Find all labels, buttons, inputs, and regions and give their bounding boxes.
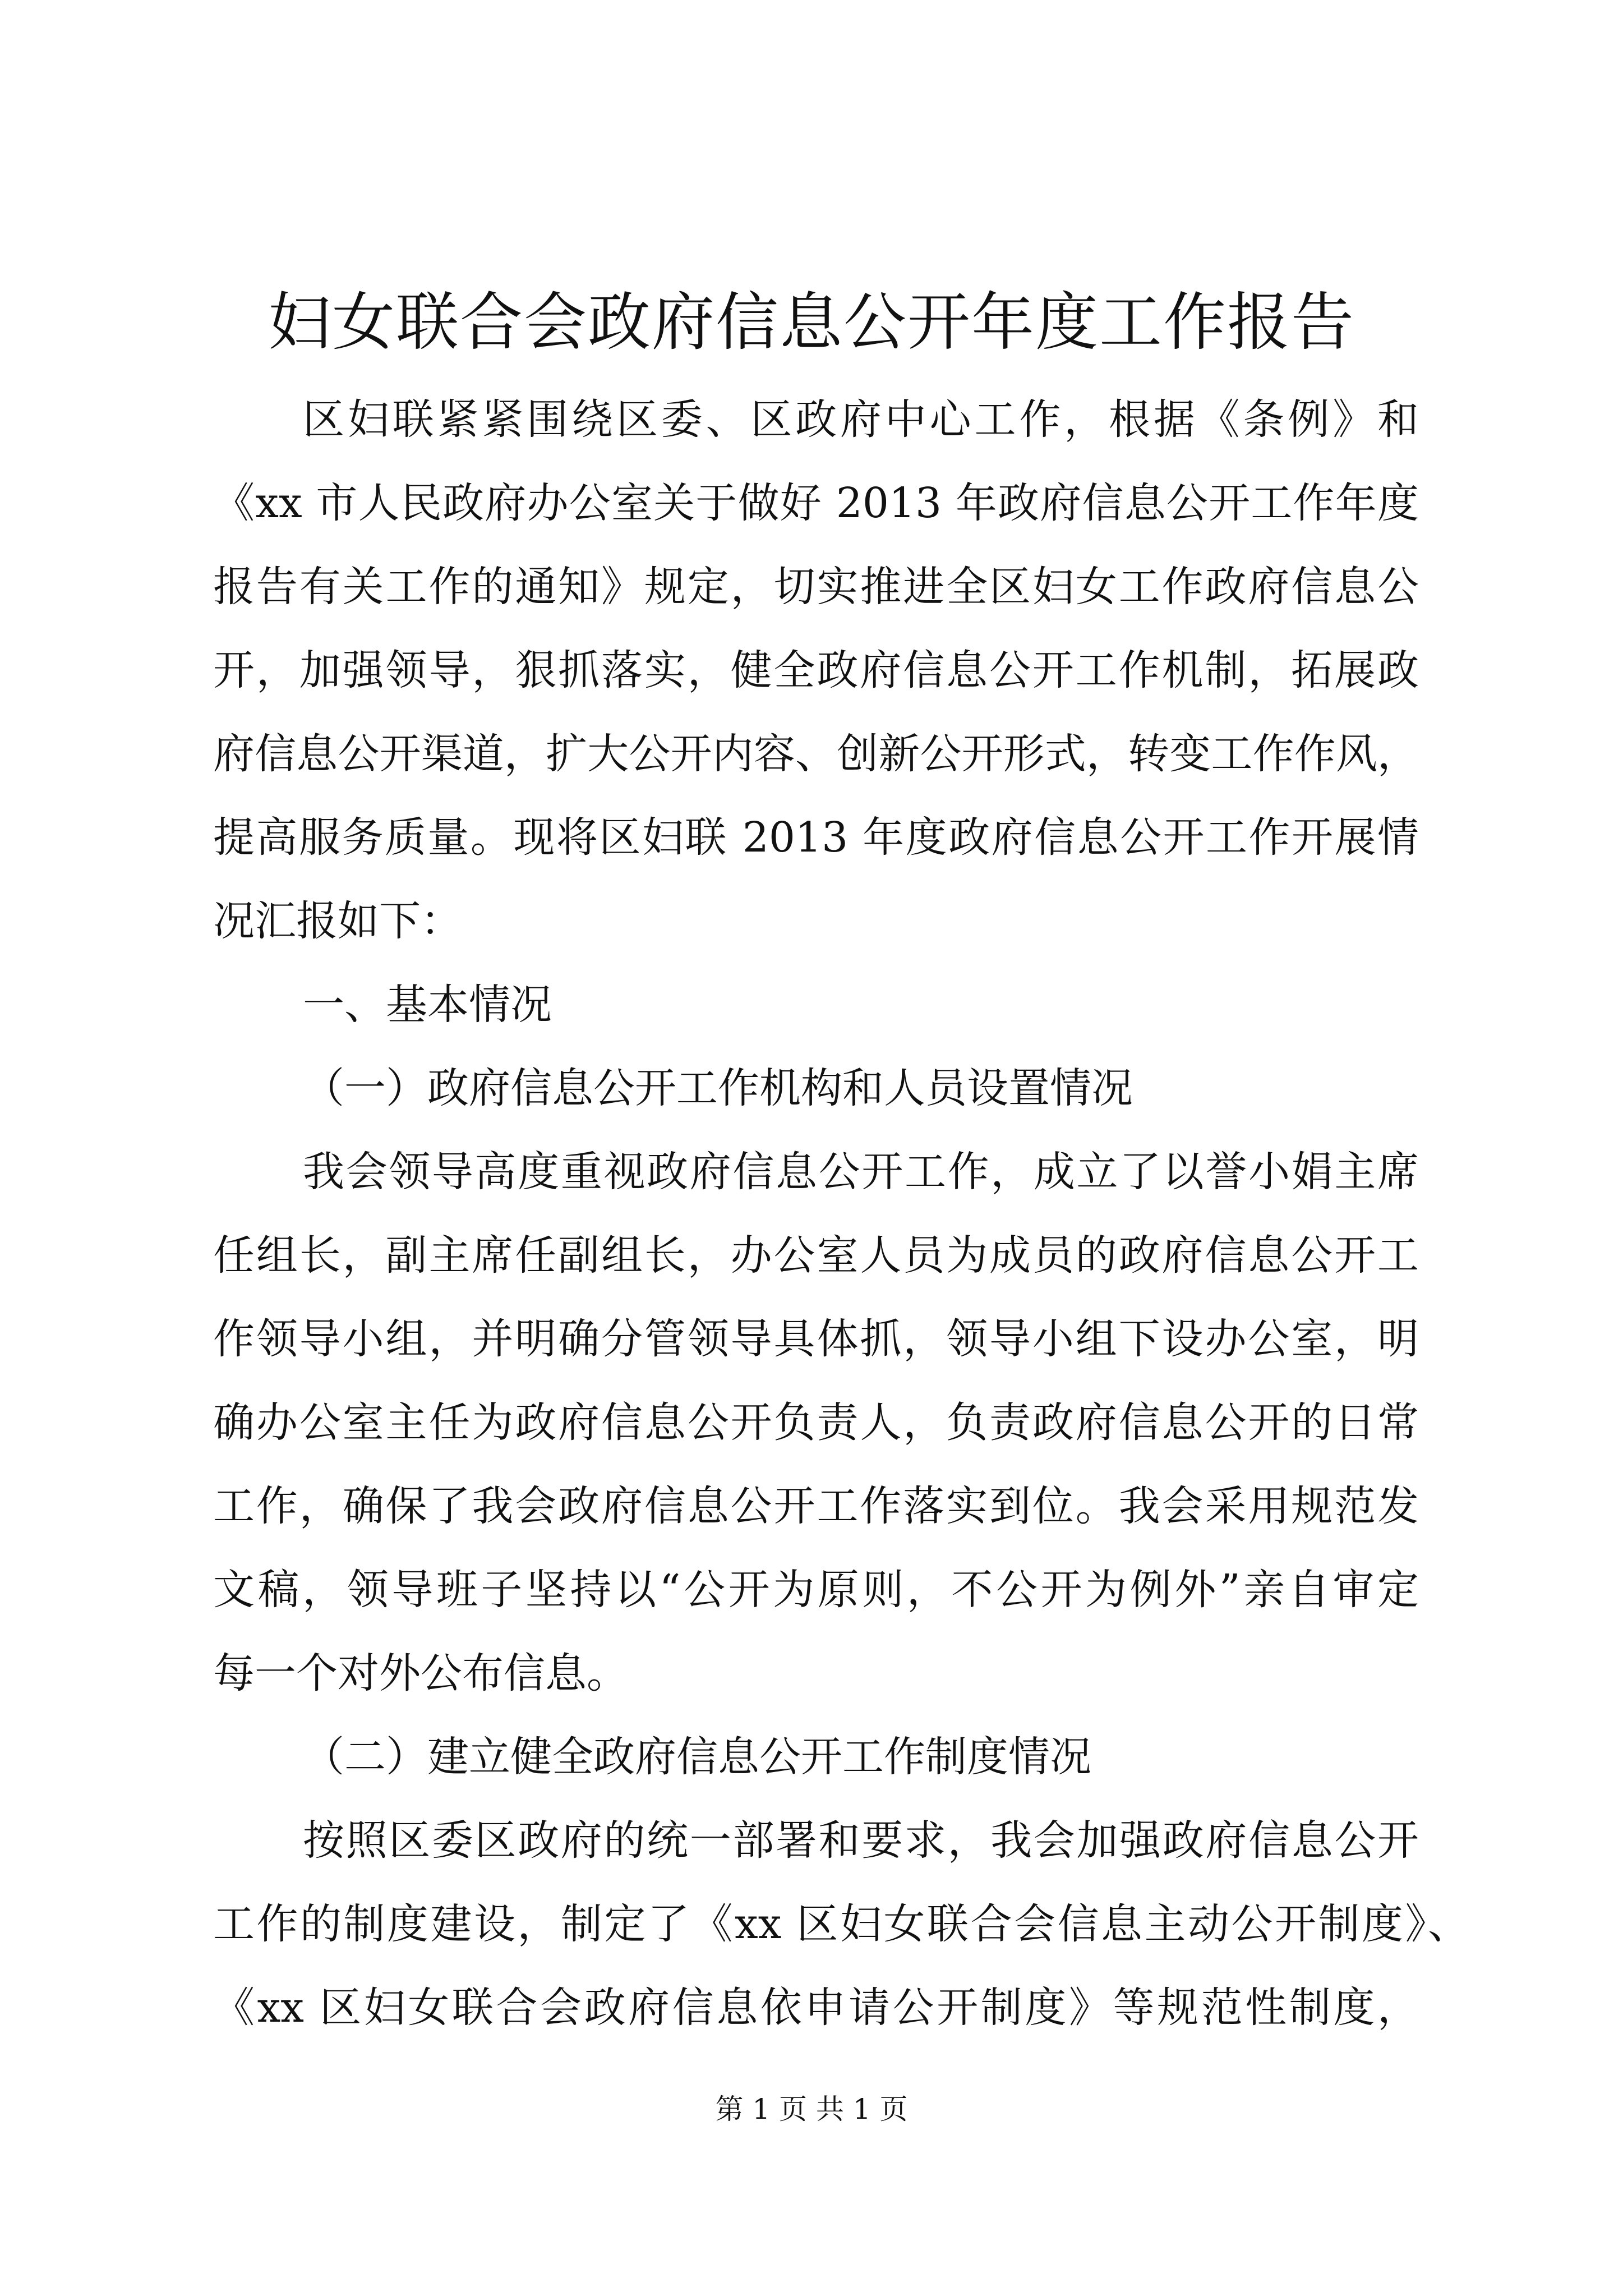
body-line: 我会领导高度重视政府信息公开工作，成立了以誉小娟主席 [303,1148,1419,1196]
section-heading: 一、基本情况 [303,981,552,1029]
body-line: 府信息公开渠道，扩大公开内容、创新公开形式，转变工作作风， [213,730,1419,778]
body-line: 文稿，领导班子坚持以“公开为原则，不公开为例外”亲自审定 [213,1566,1419,1614]
body-line: 区妇联紧紧围绕区委、区政府中心工作，根据《条例》和 [303,395,1419,444]
body-line: 工作的制度建设，制定了《xx 区妇女联合会信息主动公开制度》、 [213,1900,1469,1948]
subsection-heading: （一）政府信息公开工作机构和人员设置情况 [303,1064,1133,1112]
body-line: 作领导小组，并明确分管领导具体抓，领导小组下设办公室，明 [213,1315,1419,1363]
body-line: 提高服务质量。现将区妇联 2013 年度政府信息公开工作开展情 [213,813,1419,862]
body-line: 报告有关工作的通知》规定，切实推进全区妇女工作政府信息公 [213,563,1419,611]
page-footer: 第 1 页 共 1 页 [715,2093,908,2125]
body-line: 确办公室主任为政府信息公开负责人，负责政府信息公开的日常 [213,1398,1419,1447]
body-line: 工作，确保了我会政府信息公开工作落实到位。我会采用规范发 [213,1482,1419,1530]
subsection-heading: （二）建立健全政府信息公开工作制度情况 [303,1733,1091,1781]
body-line: 任组长，副主席任副组长，办公室人员为成员的政府信息公开工 [213,1231,1419,1280]
body-line: 况汇报如下： [213,897,462,945]
body-line: 《xx 市人民政府办公室关于做好 2013 年政府信息公开工作年度 [213,479,1419,527]
body-line: 每一个对外公布信息。 [213,1649,628,1697]
body-line: 按照区委区政府的统一部署和要求，我会加强政府信息公开 [303,1816,1419,1865]
body-line: 开，加强领导，狠抓落实，健全政府信息公开工作机制，拓展政 [213,646,1419,694]
body-line: 《xx 区妇女联合会政府信息依申请公开制度》等规范性制度， [213,1984,1419,2032]
document-title: 妇女联合会政府信息公开年度工作报告 [268,286,1355,359]
